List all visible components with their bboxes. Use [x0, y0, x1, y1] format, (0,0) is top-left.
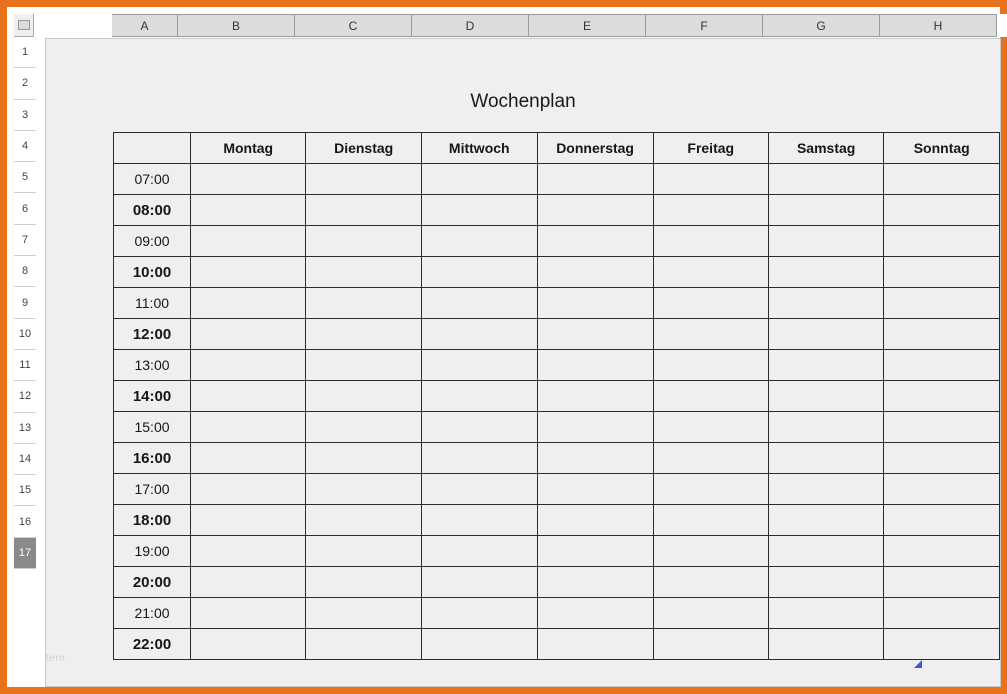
slot-cell[interactable] [421, 629, 537, 660]
time-label-1900[interactable]: 19:00 [114, 536, 191, 567]
time-label-1500[interactable]: 15:00 [114, 412, 191, 443]
slot-cell[interactable] [653, 598, 768, 629]
slot-cell[interactable] [306, 629, 422, 660]
row-header-15[interactable]: 15 [14, 475, 36, 506]
table-row [114, 381, 1000, 412]
column-header-h[interactable]: H [880, 14, 997, 37]
row-header-9[interactable]: 9 [14, 287, 36, 318]
slot-cell[interactable] [768, 629, 884, 660]
day-header-samstag: Samstag [768, 133, 884, 164]
column-header-d[interactable]: D [412, 14, 529, 37]
slot-cell[interactable] [768, 350, 884, 381]
slot-cell[interactable] [537, 443, 653, 474]
table-row [114, 350, 1000, 381]
slot-cell[interactable] [421, 288, 537, 319]
slot-cell[interactable] [537, 598, 653, 629]
slot-cell[interactable] [537, 412, 653, 443]
slot-cell[interactable] [537, 164, 653, 195]
slot-cell[interactable] [421, 257, 537, 288]
slot-cell[interactable] [306, 288, 422, 319]
slot-cell[interactable] [653, 226, 768, 257]
slot-cell[interactable] [421, 474, 537, 505]
slot-cell[interactable] [421, 195, 537, 226]
slot-cell[interactable] [306, 381, 422, 412]
slot-cell[interactable] [884, 505, 1000, 536]
row-header-1[interactable]: 1 [14, 37, 36, 68]
slot-cell[interactable] [306, 319, 422, 350]
table-row [114, 257, 1000, 288]
slot-cell[interactable] [653, 474, 768, 505]
slot-cell[interactable] [768, 257, 884, 288]
slot-cell[interactable] [306, 536, 422, 567]
table-body [114, 164, 1000, 660]
slot-cell[interactable] [537, 381, 653, 412]
slot-cell[interactable] [421, 412, 537, 443]
column-header-b[interactable]: B [178, 14, 295, 37]
slot-cell[interactable] [537, 288, 653, 319]
slot-cell[interactable] [421, 536, 537, 567]
row-header-4[interactable]: 4 [14, 131, 36, 162]
time-label-0900[interactable]: 09:00 [114, 226, 191, 257]
column-header-a[interactable]: A [112, 14, 178, 37]
slot-cell[interactable] [191, 629, 306, 660]
slot-cell[interactable] [191, 257, 306, 288]
slot-cell[interactable] [421, 505, 537, 536]
slot-cell[interactable] [191, 412, 306, 443]
slot-cell[interactable] [653, 505, 768, 536]
slot-cell[interactable] [191, 288, 306, 319]
slot-cell[interactable] [191, 567, 306, 598]
slot-cell[interactable] [653, 257, 768, 288]
slot-cell[interactable] [653, 288, 768, 319]
slot-cell[interactable] [884, 412, 1000, 443]
slot-cell[interactable] [884, 195, 1000, 226]
slot-cell[interactable] [884, 381, 1000, 412]
row-header-3[interactable]: 3 [14, 100, 36, 131]
slot-cell[interactable] [537, 257, 653, 288]
select-all-button[interactable] [14, 14, 34, 37]
slot-cell[interactable] [537, 474, 653, 505]
weekly-schedule-table [113, 132, 1000, 660]
slot-cell[interactable] [537, 567, 653, 598]
row-header-11[interactable]: 11 [14, 350, 36, 381]
table-header-row [114, 133, 1000, 164]
time-label-2000[interactable]: 20:00 [114, 567, 191, 598]
table-corner-cell [114, 133, 191, 164]
time-label-2100[interactable]: 21:00 [114, 598, 191, 629]
slot-cell[interactable] [306, 474, 422, 505]
slot-cell[interactable] [653, 412, 768, 443]
slot-cell[interactable] [537, 350, 653, 381]
slot-cell[interactable] [768, 226, 884, 257]
slot-cell[interactable] [653, 536, 768, 567]
row-header-17[interactable]: 17 [14, 538, 36, 569]
selection-resize-handle[interactable] [914, 660, 922, 668]
slot-cell[interactable] [884, 350, 1000, 381]
row-header-8[interactable]: 8 [14, 256, 36, 287]
time-label-1400[interactable]: 14:00 [114, 381, 191, 412]
time-label-0700[interactable]: 07:00 [114, 164, 191, 195]
column-header-bar [14, 14, 1007, 37]
table-row [114, 319, 1000, 350]
slot-cell[interactable] [191, 536, 306, 567]
slot-cell[interactable] [421, 164, 537, 195]
row-header-14[interactable]: 14 [14, 444, 36, 475]
slot-cell[interactable] [768, 164, 884, 195]
slot-cell[interactable] [768, 319, 884, 350]
slot-cell[interactable] [191, 226, 306, 257]
slot-cell[interactable] [421, 350, 537, 381]
column-header-g[interactable]: G [763, 14, 880, 37]
slot-cell[interactable] [768, 195, 884, 226]
slot-cell[interactable] [306, 350, 422, 381]
slot-cell[interactable] [421, 381, 537, 412]
slot-cell[interactable] [768, 567, 884, 598]
page-title: Wochenplan [470, 91, 576, 112]
slot-cell[interactable] [884, 164, 1000, 195]
table-row [114, 629, 1000, 660]
table-row [114, 288, 1000, 319]
slot-cell[interactable] [306, 257, 422, 288]
slot-cell[interactable] [306, 567, 422, 598]
slot-cell[interactable] [191, 381, 306, 412]
column-header-spacer [34, 14, 112, 37]
day-header-sonntag: Sonntag [884, 133, 1000, 164]
day-header-dienstag: Dienstag [306, 133, 422, 164]
slot-cell[interactable] [306, 226, 422, 257]
slot-cell[interactable] [653, 629, 768, 660]
slot-cell[interactable] [191, 598, 306, 629]
slot-cell[interactable] [884, 257, 1000, 288]
slot-cell[interactable] [191, 195, 306, 226]
slot-cell[interactable] [653, 319, 768, 350]
table-row [114, 443, 1000, 474]
table-row [114, 536, 1000, 567]
row-header-bar [14, 37, 36, 680]
time-label-1000[interactable]: 10:00 [114, 257, 191, 288]
slot-cell[interactable] [653, 381, 768, 412]
row-header-2[interactable]: 2 [14, 68, 36, 99]
slot-cell[interactable] [306, 195, 422, 226]
slot-cell[interactable] [884, 226, 1000, 257]
slot-cell[interactable] [884, 629, 1000, 660]
slot-cell[interactable] [884, 288, 1000, 319]
table-row [114, 226, 1000, 257]
slot-cell[interactable] [421, 226, 537, 257]
day-header-mittwoch: Mittwoch [421, 133, 537, 164]
time-label-1300[interactable]: 13:00 [114, 350, 191, 381]
slot-cell[interactable] [537, 536, 653, 567]
slot-cell[interactable] [421, 567, 537, 598]
slot-cell[interactable] [191, 350, 306, 381]
table-row [114, 412, 1000, 443]
slot-cell[interactable] [884, 567, 1000, 598]
slot-cell[interactable] [306, 505, 422, 536]
slot-cell[interactable] [306, 164, 422, 195]
slot-cell[interactable] [884, 474, 1000, 505]
table-row [114, 598, 1000, 629]
column-header-e[interactable]: E [529, 14, 646, 37]
slot-cell[interactable] [768, 474, 884, 505]
slot-cell[interactable] [537, 319, 653, 350]
slot-cell[interactable] [884, 536, 1000, 567]
row-header-5[interactable]: 5 [14, 162, 36, 193]
slot-cell[interactable] [537, 195, 653, 226]
slot-cell[interactable] [768, 381, 884, 412]
slot-cell[interactable] [884, 319, 1000, 350]
time-label-2200[interactable]: 22:00 [114, 629, 191, 660]
slot-cell[interactable] [191, 443, 306, 474]
day-header-freitag: Freitag [653, 133, 768, 164]
slot-cell[interactable] [537, 629, 653, 660]
row-header-16[interactable]: 16 [14, 506, 36, 537]
table-row [114, 164, 1000, 195]
slot-cell[interactable] [884, 598, 1000, 629]
column-header-c[interactable]: C [295, 14, 412, 37]
slot-cell[interactable] [653, 350, 768, 381]
slot-cell[interactable] [537, 505, 653, 536]
slot-cell[interactable] [768, 505, 884, 536]
slot-cell[interactable] [884, 443, 1000, 474]
slot-cell[interactable] [768, 443, 884, 474]
slot-cell[interactable] [191, 474, 306, 505]
slot-cell[interactable] [768, 598, 884, 629]
row-header-10[interactable]: 10 [14, 319, 36, 350]
column-header-f[interactable]: F [646, 14, 763, 37]
slot-cell[interactable] [768, 288, 884, 319]
day-header-donnerstag: Donnerstag [537, 133, 653, 164]
slot-cell[interactable] [306, 412, 422, 443]
row-header-7[interactable]: 7 [14, 225, 36, 256]
slot-cell[interactable] [653, 567, 768, 598]
sheet-canvas[interactable] [45, 38, 1001, 687]
time-label-1100[interactable]: 11:00 [114, 288, 191, 319]
time-label-1200[interactable]: 12:00 [114, 319, 191, 350]
slot-cell[interactable] [421, 598, 537, 629]
slot-cell[interactable] [421, 319, 537, 350]
table-row [114, 505, 1000, 536]
time-label-0800[interactable]: 08:00 [114, 195, 191, 226]
slot-cell[interactable] [653, 164, 768, 195]
slot-cell[interactable] [306, 598, 422, 629]
slot-cell[interactable] [191, 505, 306, 536]
row-header-13[interactable]: 13 [14, 413, 36, 444]
time-label-1700[interactable]: 17:00 [114, 474, 191, 505]
faint-watermark: tern [46, 653, 66, 664]
slot-cell[interactable] [768, 536, 884, 567]
time-label-1600[interactable]: 16:00 [114, 443, 191, 474]
table-row [114, 474, 1000, 505]
slot-cell[interactable] [191, 164, 306, 195]
table-row [114, 195, 1000, 226]
row-header-6[interactable]: 6 [14, 193, 36, 224]
slot-cell[interactable] [768, 412, 884, 443]
slot-cell[interactable] [653, 195, 768, 226]
row-header-12[interactable]: 12 [14, 381, 36, 412]
slot-cell[interactable] [653, 443, 768, 474]
slot-cell[interactable] [421, 443, 537, 474]
slot-cell[interactable] [306, 443, 422, 474]
table-row [114, 567, 1000, 598]
slot-cell[interactable] [191, 319, 306, 350]
time-label-1800[interactable]: 18:00 [114, 505, 191, 536]
day-header-montag: Montag [191, 133, 306, 164]
slot-cell[interactable] [537, 226, 653, 257]
